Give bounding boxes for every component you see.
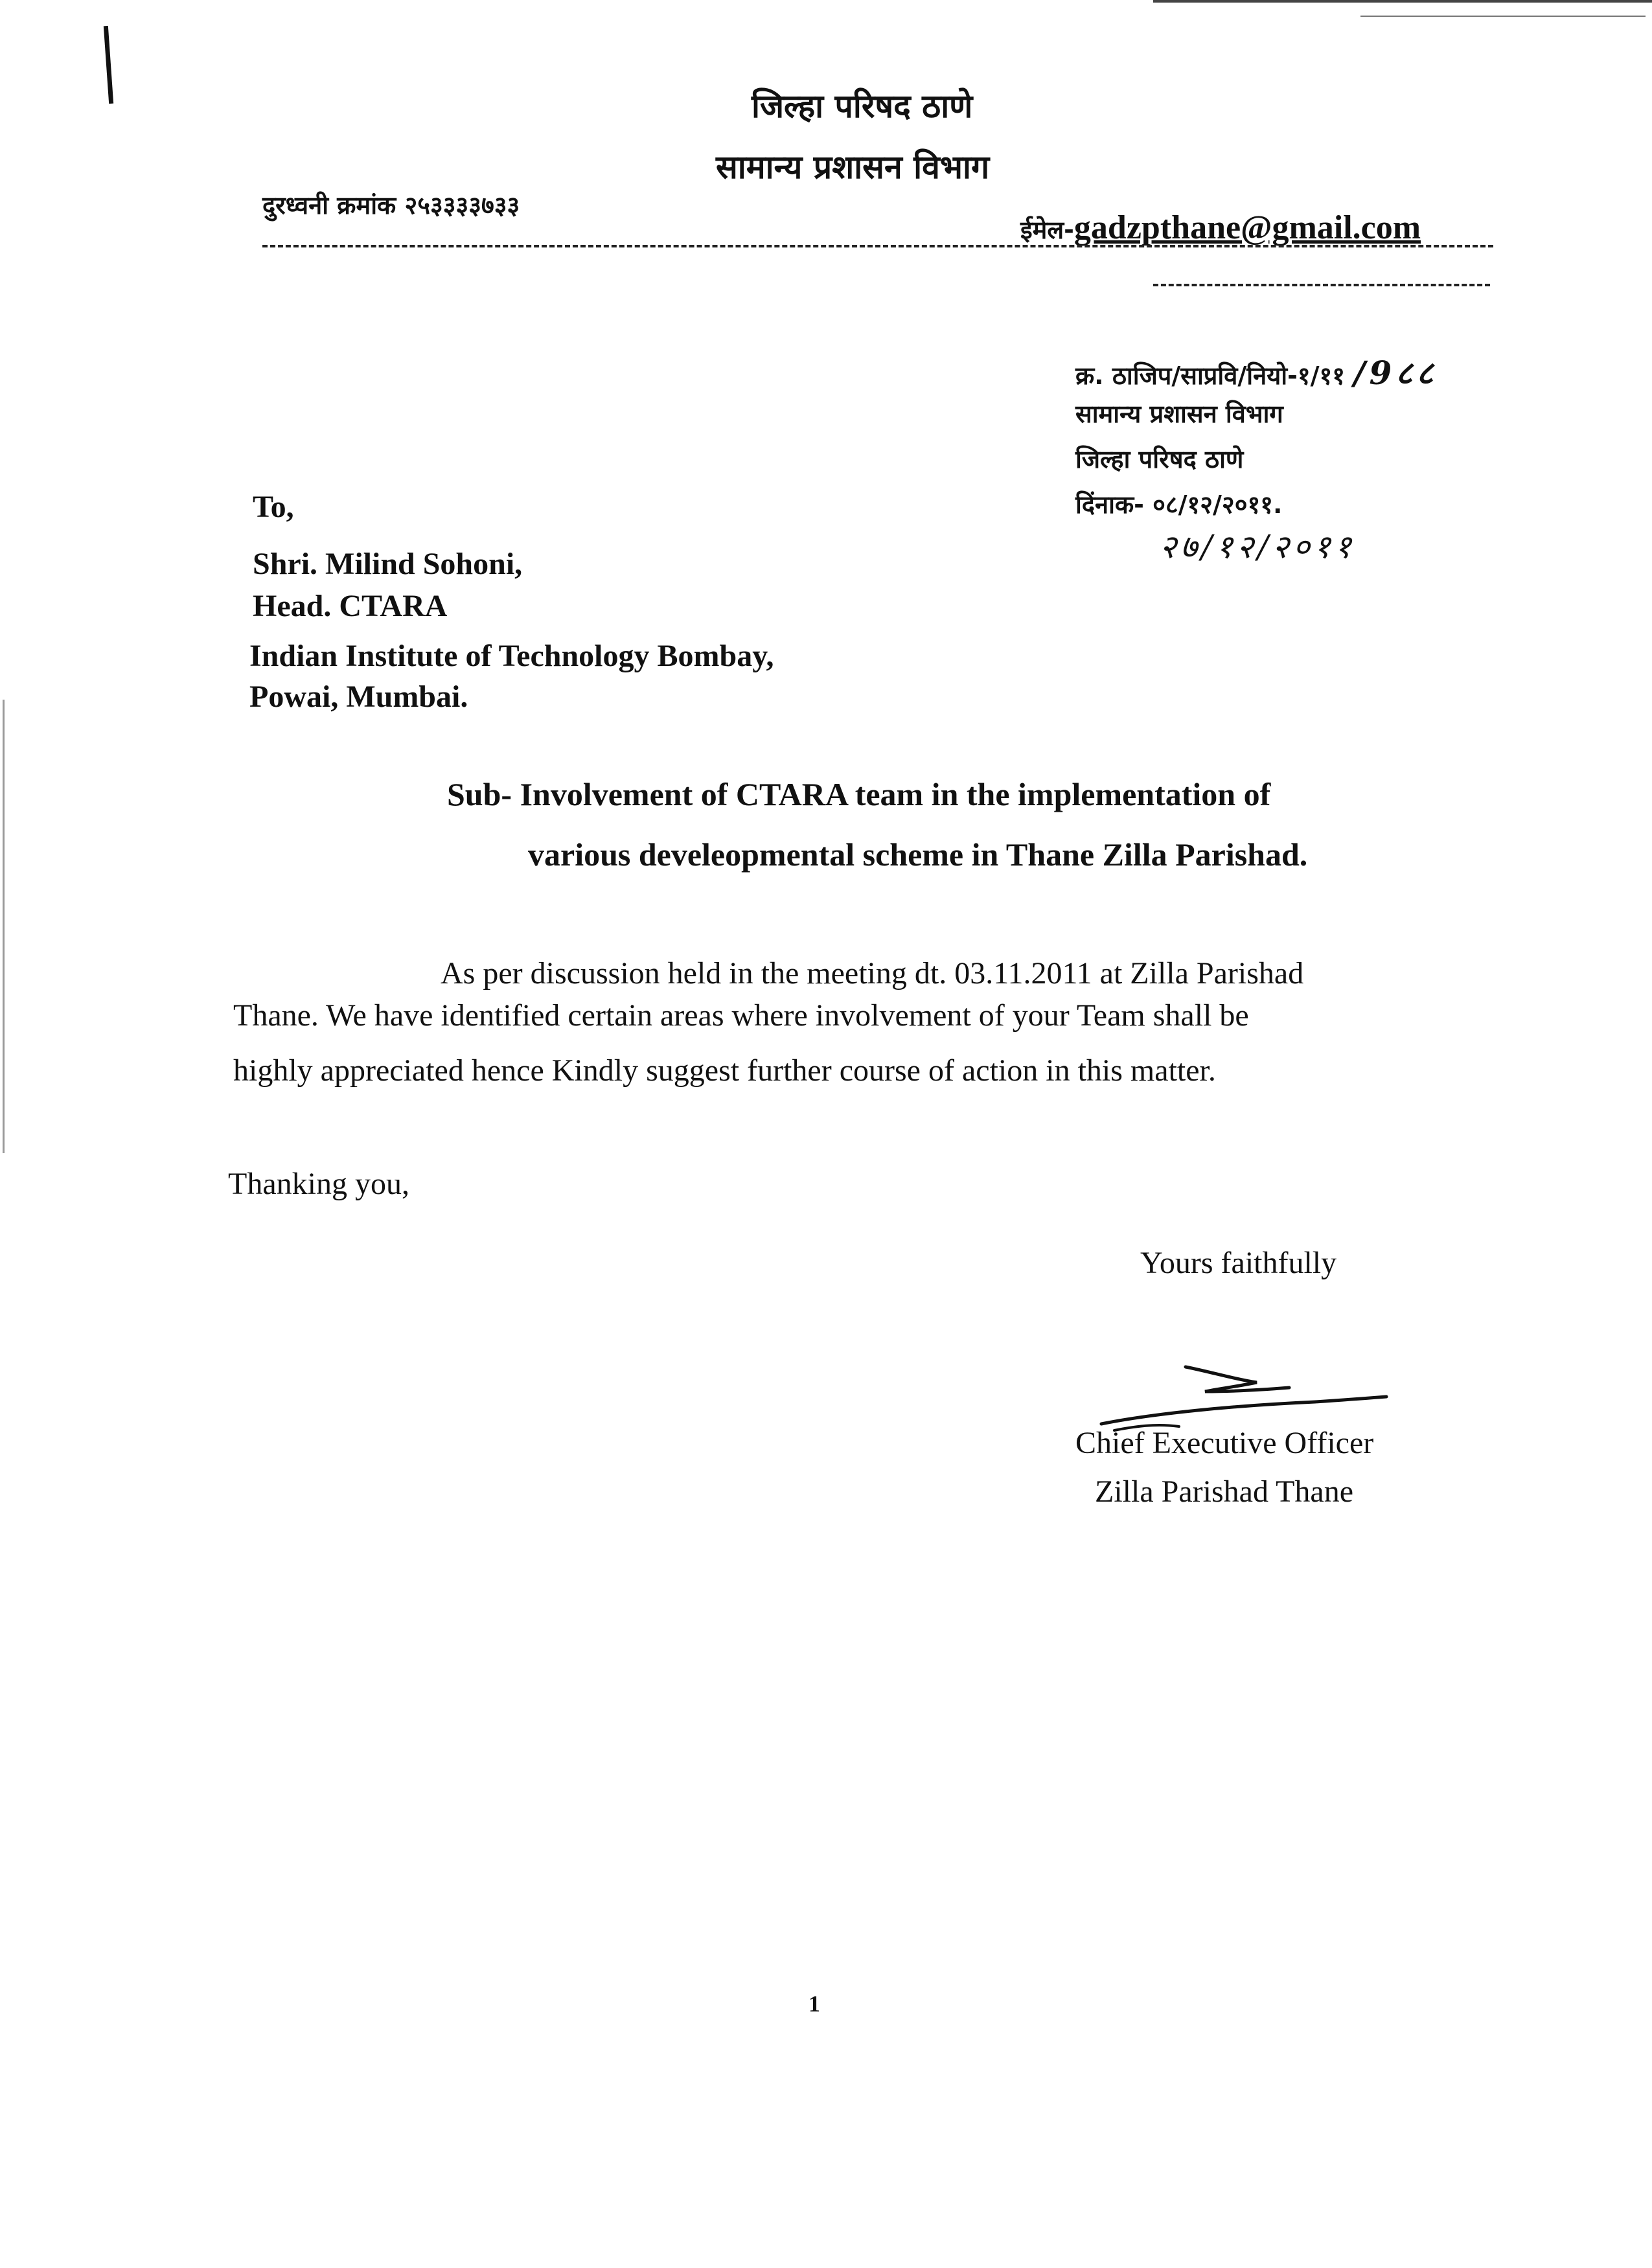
recipient-name: Shri. Milind Sohoni,	[253, 547, 523, 581]
letterhead-title: जिल्हा परिषद ठाणे	[751, 87, 973, 125]
email-address: gadzpthane@gmail.com	[1073, 209, 1421, 246]
header-divider	[262, 245, 1493, 247]
scan-margin-line	[3, 700, 5, 1153]
subject-line-2: various develeopmental scheme in Thane Zilla Parishad.	[528, 836, 1308, 873]
email-block	[1020, 209, 1421, 247]
handwritten-date: २७/१२/२०११	[1160, 528, 1355, 566]
scan-mark	[104, 26, 113, 104]
letter-date: दिंनाक- ०८/१२/२०११.	[1075, 490, 1283, 519]
scan-edge-top	[1153, 0, 1652, 3]
closing-yours-faithfully: Yours faithfully	[1140, 1246, 1337, 1280]
recipient-address: Powai, Mumbai.	[249, 680, 468, 714]
letterhead-department: सामान्य प्रशासन विभाग	[716, 148, 990, 186]
closing-thanks: Thanking you,	[228, 1167, 409, 1201]
signatory-designation: Chief Executive Officer	[1075, 1426, 1374, 1460]
recipient-institution: Indian Institute of Technology Bombay,	[249, 639, 774, 673]
recipient-title: Head. CTARA	[253, 589, 448, 623]
page-number: 1	[809, 1991, 820, 2017]
header-divider-2	[1153, 284, 1490, 286]
reference-office: जिल्हा परिषद ठाणे	[1075, 445, 1244, 474]
reference-department: सामान्य प्रशासन विभाग	[1075, 400, 1283, 428]
body-line-2: Thane. We have identified certain areas where involvement of your Team shall be	[233, 998, 1249, 1033]
scan-edge-line	[1360, 16, 1646, 17]
phone-number: दुरध्वनी क्रमांक २५३३३३७३३	[262, 191, 520, 220]
salutation: To,	[253, 490, 294, 524]
email-label: ईमेल-	[1020, 216, 1074, 244]
reference-number	[1075, 350, 1437, 394]
reference-number-handwritten: /9८८	[1353, 354, 1438, 392]
body-line-3: highly appreciated hence Kindly suggest further course of action in this matter.	[233, 1053, 1216, 1088]
signatory-office: Zilla Parishad Thane	[1095, 1474, 1353, 1509]
subject-line-1: Sub- Involvement of CTARA team in the implementation of	[447, 776, 1271, 812]
body-line-1: As per discussion held in the meeting dt. 03.11.2011 at Zilla Parishad	[441, 956, 1304, 991]
reference-number-text: क्र. ठाजिप/साप्रवि/नियो-१/११	[1075, 361, 1346, 390]
